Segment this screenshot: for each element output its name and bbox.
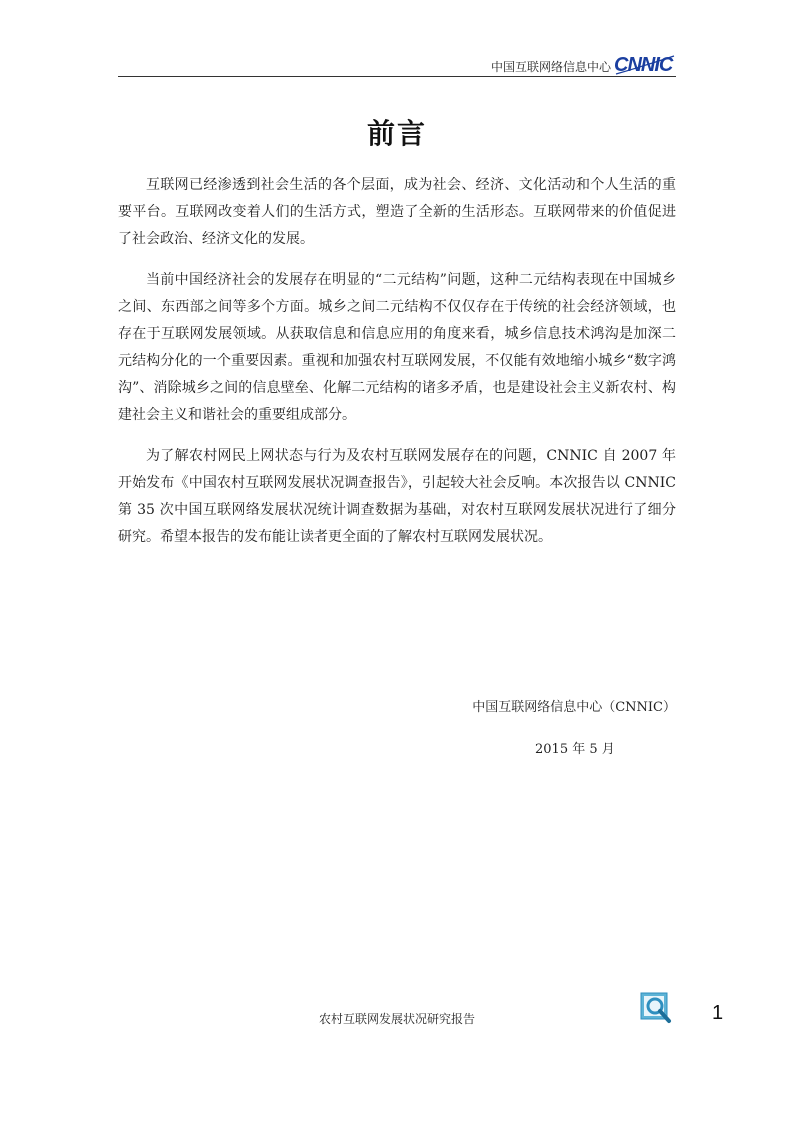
signature-date: 2015 年 5 月: [535, 742, 615, 757]
paragraph-3: 为了解农村网民上网状态与行为及农村互联网发展存在的问题，CNNIC 自 2007 年开始发布《中国农村互联网发展状况调查报告》，引起较大社会反响。本次报告以 CNNIC 第 35 次中国互联网络发展状况统计调查数据为基础，对农村互联网发展状况进行了细分研究。希望本报告的发布能让读者更全面的了解农村互联网发展状况。: [118, 448, 676, 545]
footer-report-title: 农村互联网发展状况研究报告: [318, 1012, 475, 1026]
signature-org: 中国互联网络信息中心（CNNIC）: [472, 700, 676, 715]
paragraph-1: 互联网已经渗透到社会生活的各个层面，成为社会、经济、文化活动和个人生活的重要平台。互联网改变着人们的生活方式，塑造了全新的生活形态。互联网带来的价值促进了社会政治、经济文化的发展。: [118, 177, 676, 247]
preface-body: [118, 172, 676, 565]
page-title: 前言: [366, 117, 427, 150]
page-number: 1: [712, 1002, 724, 1024]
cnnic-logo-text: CNNIC: [614, 54, 673, 76]
header-org-name: 中国互联网络信息中心: [490, 60, 611, 74]
magnifier-icon: [640, 992, 672, 1024]
paragraph-2: 当前中国经济社会的发展存在明显的“二元结构”问题，这种二元结构表现在中国城乡之间、东西部之间等多个方面。城乡之间二元结构不仅仅存在于传统的社会经济领域，也存在于互联网发展领域。从获取信息和信息应用的角度来看，城乡信息技术鸿沟是加深二元结构分化的一个重要因素。重视和加强农村互联网发展，不仅能有效地缩小城乡“数字鸿沟”、消除城乡之间的信息壁垒、化解二元结构的诸多矛盾，也是建设社会主义新农村、构建社会主义和谐社会的重要组成部分。: [118, 272, 676, 423]
cnnic-logo: [614, 52, 676, 76]
header-rule: [118, 76, 676, 77]
